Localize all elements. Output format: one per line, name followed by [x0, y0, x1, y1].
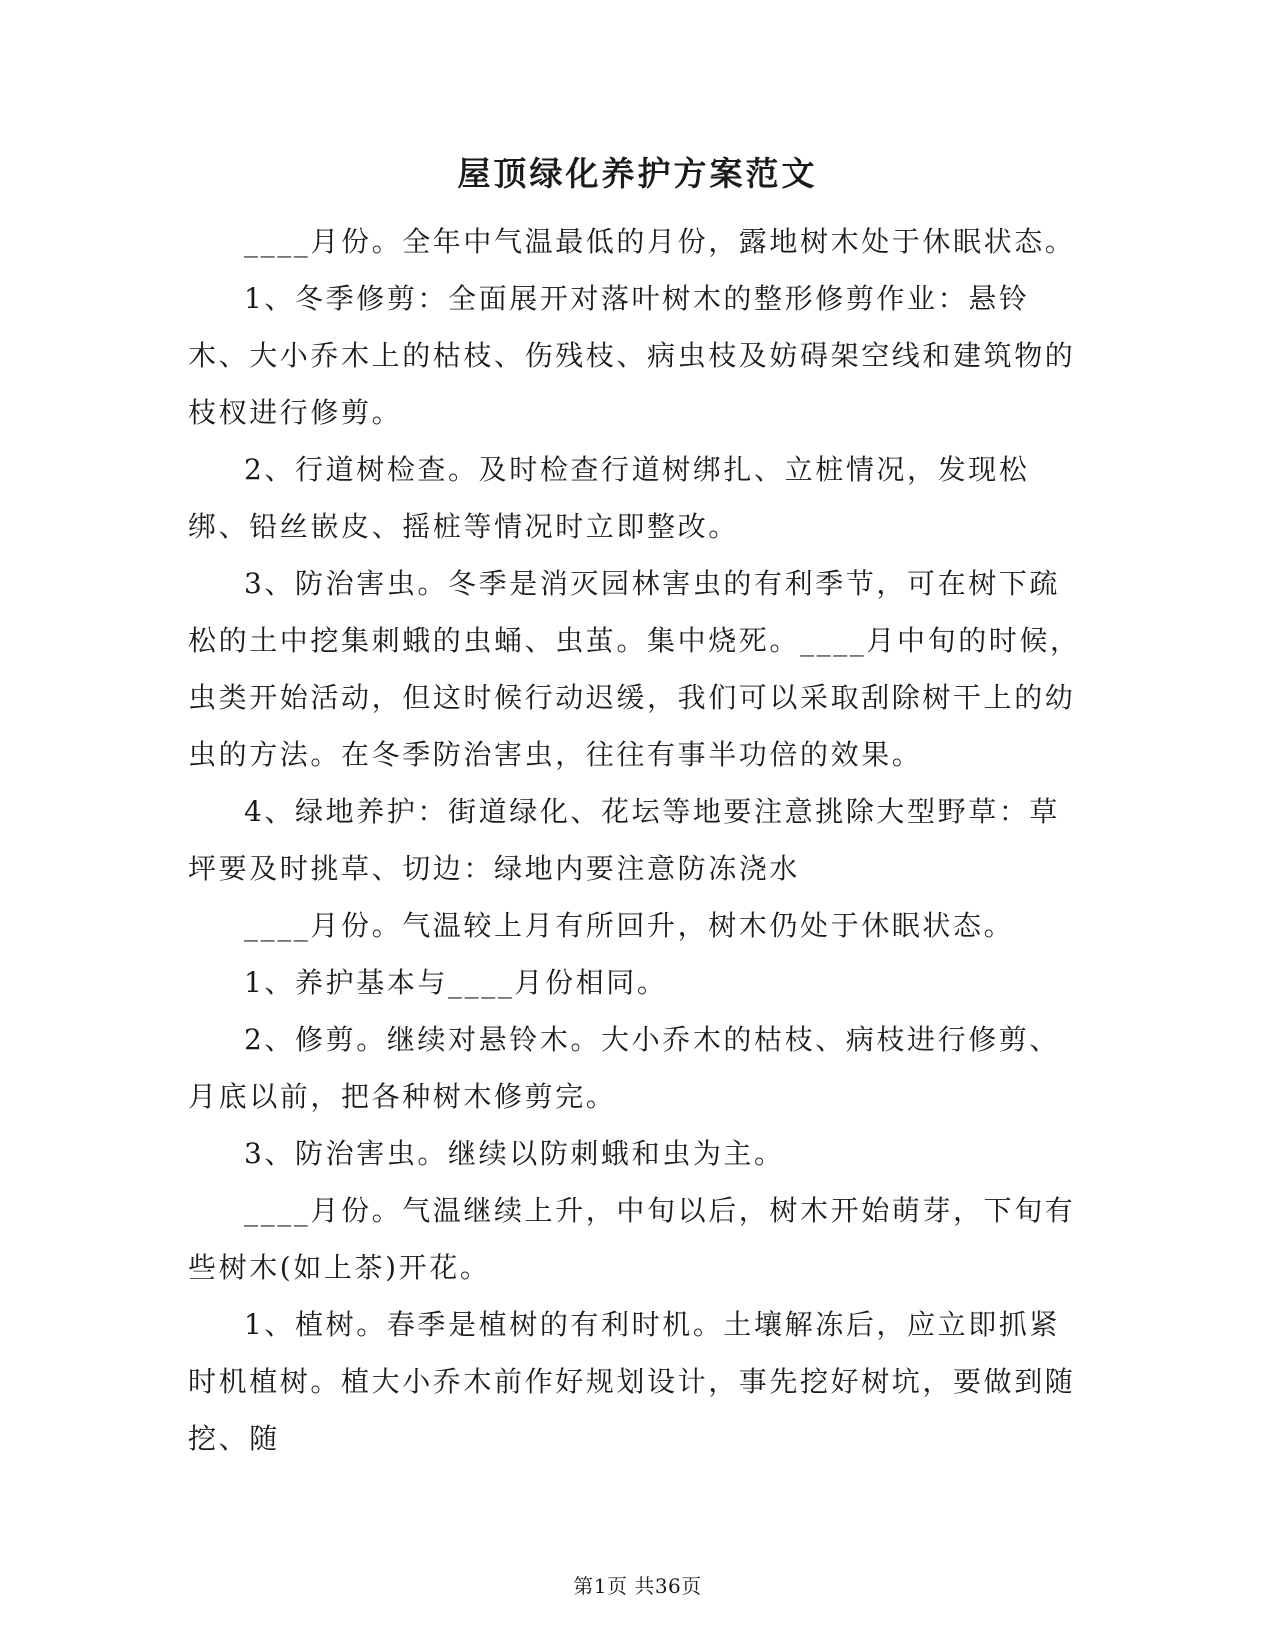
page-number-footer: 第1页 共36页 [573, 1574, 702, 1598]
document-body [188, 213, 1088, 1467]
paragraph: 1、植树。春季是植树的有利时机。土壤解冻后，应立即抓紧时机植树。植大小乔木前作好规划设计，事先挖好树坑，要做到随挖、随 [188, 1308, 1076, 1455]
paragraph: 4、绿地养护：街道绿化、花坛等地要注意挑除大型野草：草坪要及时挑草、切边：绿地内要注意防冻浇水 [188, 795, 1061, 885]
document-title: 屋顶绿化养护方案范文 [457, 154, 818, 193]
paragraph: 3、防治害虫。冬季是消灭园林害虫的有利季节，可在树下疏松的土中挖集刺蛾的虫蛹、虫茧。集中烧死。____月中旬的时候，虫类开始活动，但这时候行动迟缓，我们可以采取刮除树干上的幼虫的方法。在冬季防治害虫，往往有事半功倍的效果。 [188, 567, 1081, 771]
paragraph: 1、养护基本与____月份相同。 [244, 966, 668, 999]
paragraph: 1、冬季修剪：全面展开对落叶树木的整形修剪作业：悬铃木、大小乔木上的枯枝、伤残枝、病虫枝及妨碍架空线和建筑物的枝杈进行修剪。 [188, 282, 1076, 429]
paragraph: 2、修剪。继续对悬铃木。大小乔木的枯枝、病枝进行修剪、月底以前，把各种树木修剪完。 [188, 1023, 1061, 1113]
paragraph: 2、行道树检查。及时检查行道树绑扎、立桩情况，发现松绑、铅丝嵌皮、摇桩等情况时立即整改。 [188, 453, 1030, 543]
paragraph: ____月份。全年中气温最低的月份，露地树木处于休眠状态。 [244, 225, 1076, 258]
paragraph: ____月份。气温较上月有所回升，树木仍处于休眠状态。 [244, 909, 1015, 942]
paragraph: ____月份。气温继续上升，中旬以后，树木开始萌芽，下旬有些树木(如上茶)开花。 [188, 1194, 1076, 1284]
paragraph: 3、防治害虫。继续以防刺蛾和虫为主。 [244, 1137, 785, 1170]
